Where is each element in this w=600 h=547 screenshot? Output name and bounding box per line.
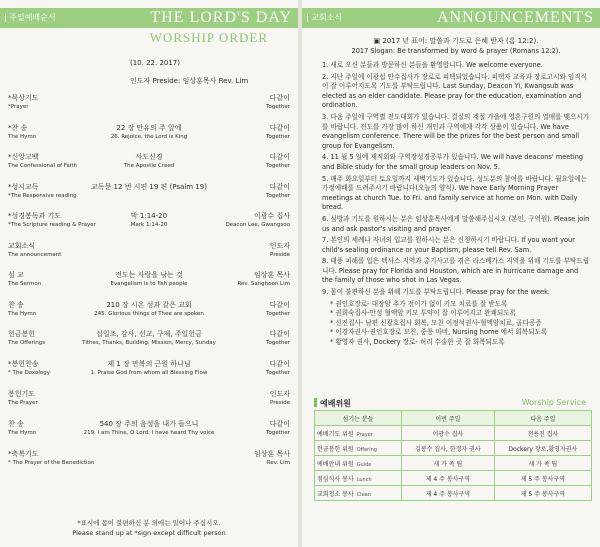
order-item-ko: *신앙고백	[8, 153, 39, 161]
table-row	[315, 441, 592, 456]
order-leader-ko: 다같이	[269, 420, 290, 428]
order-leader-ko: 다같이	[269, 330, 290, 338]
announcement-item: 6. 심방과 기도를 원하시는 분은 임상훈목사에게 말씀해주십시오 (본인, 구역원). Please join us and ask pastor's visiting and prayer.	[322, 214, 590, 233]
order-leader-en: Together	[266, 193, 290, 199]
table-row	[315, 471, 592, 486]
this-week-cell: 김봉수 집사, 한정자 권사	[402, 441, 495, 456]
order-leader-ko: 임상훈 목사	[253, 450, 290, 458]
order-leader-en: Together	[266, 134, 290, 140]
order-leader-en: Together	[266, 340, 290, 346]
order-row	[8, 450, 290, 468]
order-row	[8, 420, 290, 438]
order-row-ko	[8, 450, 290, 459]
order-item-ko: 설 교	[8, 271, 24, 279]
this-week-cell: 새 가 족 팀	[402, 456, 495, 471]
order-row-en	[8, 251, 290, 260]
order-row	[8, 124, 290, 142]
announcement-item: 5. 매주 화요일부터 토요일까지 새벽기도가 있습니다. 성도분의 참여를 바랍니다. 월요일에는 가정에배를 드려주시기 바랍니다(오늘의 양식). We have Early Morning Prayer meetings at church Tue. to Fri. and family service at home on Mon. with Daily bread.	[322, 174, 588, 212]
title-bar	[314, 398, 317, 407]
order-row-ko	[8, 242, 290, 251]
order-detail-en: Evangelism is to fish people	[110, 281, 188, 287]
table-header-cell: 이번 주일	[402, 411, 495, 426]
order-leader-en: Together	[266, 370, 290, 376]
section-tag: | 주일예배순서	[4, 13, 56, 22]
role-en: Prayer	[356, 431, 373, 438]
role-cell	[315, 471, 402, 486]
order-row	[8, 390, 290, 408]
role-ko: 예배기도 위원	[317, 430, 354, 438]
order-item-ko: *축복기도	[8, 450, 39, 458]
role-ko: 교회청소 봉사	[317, 490, 354, 498]
order-item-ko: 찬 송	[8, 301, 24, 309]
next-week-cell: 전용진 집사	[494, 426, 591, 441]
next-week-cell: Dockery 장로,황영자권사	[494, 441, 591, 456]
service-table	[314, 410, 592, 501]
role-cell	[315, 426, 402, 441]
slogan-en: 2017 Slogan: Be transformed by word & prayer (Romans 12:2).	[351, 47, 561, 55]
order-detail-en: 26. Rejoice, the Lord is King	[110, 134, 188, 140]
table-row	[315, 486, 592, 501]
order-row	[8, 330, 290, 348]
footer-note-ko: *표시에 몸이 불편하신 분 외에는 일어나 주십시오.	[77, 519, 221, 527]
service-date: (10. 22. 2017)	[130, 59, 180, 67]
order-item-ko: *봉헌찬송	[8, 360, 39, 368]
order-row-en	[8, 339, 290, 348]
order-row-en	[8, 133, 290, 142]
left-page	[0, 0, 298, 547]
table-header-row	[315, 411, 592, 426]
order-row-en	[8, 221, 290, 230]
worship-order-title: WORSHIP ORDER	[149, 30, 268, 45]
section-tag: | 교회소식	[306, 13, 343, 22]
order-leader-en: Together	[266, 163, 290, 169]
order-row	[8, 242, 290, 260]
this-week-cell: 제 4 주 봉사구역	[402, 471, 495, 486]
order-row	[8, 153, 290, 171]
order-row-ko	[8, 420, 290, 429]
order-leader-ko: 다같이	[269, 124, 290, 132]
announcement-item: 9. 몸이 불편하신 분을 위해 기도를 부탁드립니다. Please pray for the week.	[322, 288, 551, 297]
footer-note-en: Please stand up at *sign except difficult person	[72, 529, 226, 537]
table-header-cell: 다음 주일	[494, 411, 591, 426]
announcement-item: 1. 새로 오신 분들과 방문하신 분들을 환영합니다. We welcome everyone.	[322, 61, 543, 69]
order-detail-en: Tithes, Thanks, Building, Mission, Mercy, Sunday	[82, 340, 216, 346]
order-detail-ko: 교독문 12 번 시편 19 편 (Psalm 19)	[91, 183, 207, 191]
order-row-ko	[8, 212, 290, 221]
order-item-en: * The Doxology	[8, 370, 50, 376]
table-row	[315, 426, 592, 441]
order-item-en: The announcement	[8, 252, 62, 258]
service-section-title-en: Worship Service	[521, 398, 586, 407]
order-leader-en: Rev. Lim	[266, 460, 290, 466]
order-row-ko	[8, 153, 290, 162]
order-detail-en: 219. I am Thine, O Lord, I have heard Thy voice	[83, 430, 215, 436]
presider-line: 인도자 Preside: 임상훈목사 Rev. Lim	[130, 77, 249, 85]
order-detail-ko: 540 장 주의 음성을 내가 들으니	[99, 420, 199, 428]
order-item-en: *The Scripture reading & Prayer	[8, 222, 96, 228]
order-row	[8, 360, 290, 378]
order-leader-en: Together	[266, 311, 290, 317]
order-detail-ko: 22 장 만유의 주 앞에	[116, 124, 182, 132]
order-detail-ko: 막 1:14-20	[130, 212, 168, 220]
next-week-cell: 제 5 주 봉사구역	[494, 471, 591, 486]
announcement-list	[322, 61, 590, 348]
order-detail-ko: 사도신경	[135, 153, 163, 161]
order-item-ko: 찬 송	[8, 420, 24, 428]
table-row	[315, 456, 592, 471]
order-item-ko: *찬 송	[8, 124, 28, 132]
order-item-en: *The Responsive reading	[8, 193, 77, 199]
order-leader-en: Preside	[269, 252, 290, 258]
right-page	[302, 0, 600, 547]
announcement-item: 8. 태풍 피해를 입은 텍사스 지역과 총기사고를 겪은 라스베가스 지역을 위해 기도를 부탁드립니다. Please pray for Florida and Houston, which are in hurricane damage and the family of those who shot in Las Vegas.	[322, 257, 590, 285]
prayer-list-item: * 신진집사- 남편 신광호집사 회복, 모친 이정석권사-혈액암치료, 골다공증	[330, 318, 542, 327]
order-row-en	[8, 459, 290, 468]
order-item-ko: 봉헌기도	[8, 390, 36, 398]
order-leader-en: Rev. Sanghoon Lim	[237, 281, 290, 287]
order-leader-en: Together	[266, 104, 290, 110]
order-row	[8, 94, 290, 112]
slogan-ko: ▣ 2017 년 표어: 말씀과 기도로 은혜 받자 (롬 12:2).	[373, 37, 539, 45]
next-week-cell: 새 가 족 팀	[494, 456, 591, 471]
role-en: Offering	[356, 446, 377, 453]
order-detail-en: 1. Praise God from whom all Blessing Flow	[90, 370, 208, 376]
order-leader-ko: 임상훈 목사	[253, 271, 290, 279]
order-leader-ko: 인도자	[269, 242, 290, 250]
order-item-ko: *묵상기도	[8, 94, 39, 102]
order-row-en	[8, 399, 290, 408]
order-item-en: The Confessional of Faith	[8, 163, 77, 169]
order-row-ko	[8, 94, 290, 103]
order-leader-ko: 다같이	[269, 94, 290, 102]
order-row-en	[8, 103, 290, 112]
order-row-ko	[8, 330, 290, 339]
role-en: Guide	[356, 461, 372, 468]
order-detail-en: 245. Glorious things of Thee are spoken	[94, 311, 204, 317]
role-ko: 헌금봉헌 위원	[317, 445, 354, 453]
order-row	[8, 301, 290, 319]
order-leader-en: Together	[266, 430, 290, 436]
order-item-ko: *성경봉독과 기도	[8, 212, 62, 220]
order-row-en	[8, 280, 290, 289]
order-detail-ko: 210 장 시온 성과 같은 교회	[106, 301, 192, 309]
order-row-en	[8, 162, 290, 171]
order-detail-en: Mark 1:14-20	[130, 222, 168, 228]
order-item-ko: 헌금봉헌	[8, 330, 36, 338]
order-item-en: The Prayer	[8, 400, 38, 406]
banner-title: THE LORD'S DAY	[150, 9, 292, 26]
order-row-ko	[8, 390, 290, 399]
role-cell	[315, 456, 402, 471]
order-row-ko	[8, 271, 290, 280]
service-section-title	[314, 398, 351, 409]
order-item-en: The Hymn	[8, 430, 37, 436]
right-banner	[302, 8, 600, 28]
this-week-cell: 이광수 집사	[402, 426, 495, 441]
order-leader-ko: 다같이	[269, 183, 290, 191]
order-item-en: The Offerings	[8, 340, 46, 346]
order-item-en: * The Prayer of the Benediction	[8, 460, 95, 466]
order-row-ko	[8, 124, 290, 133]
prayer-list-item: * 권인호장로- 대장암 추가 전이가 없이 키모 치료를 잘 받도록	[330, 299, 508, 308]
order-leader-ko: 이광수 집사	[253, 212, 290, 220]
this-week-cell: 제 4 주 봉사구역	[402, 486, 495, 501]
role-en: Lunch	[356, 476, 372, 483]
order-row-ko	[8, 301, 290, 310]
order-leader-ko: 인도자	[269, 390, 290, 398]
table-header-cell: 섬기는 분들	[315, 411, 402, 426]
prayer-list-item: * 황영자 권사, Dockery 장로- 허리 수술한 곳 잘 회복되도록	[330, 338, 505, 347]
service-title-text: 예배위원	[320, 399, 351, 408]
announcement-item: 7. 본인의 세례나 자녀의 입교를 원하시는 분은 신청하시기 바랍니다. If you want your child's sealing ordinance or your Baptism, please tell Rev. Sam.	[322, 236, 575, 254]
role-cell	[315, 441, 402, 456]
order-detail-en: The Apostle Creed	[123, 163, 175, 169]
role-cell	[315, 486, 402, 501]
order-leader-en: Preside	[269, 400, 290, 406]
order-detail-ko: 전도는 사랑을 낚는 것	[115, 271, 183, 279]
order-detail-ko: 십일조, 감사, 선교, 구제, 주일헌금	[96, 330, 202, 338]
order-row-ko	[8, 183, 290, 192]
order-leader-en: Deacon Lee, Gwangsoo	[225, 222, 290, 228]
role-ko: 점심식사 봉사	[317, 475, 354, 483]
announcement-item: 2. 지난 주일에 이광섭 안수집사가 장로로 피택되었습니다. 피택자 교육과 장로고시와 임직식이 잘 이루어지도록 기도를 부탁드립니다. Last Sunday, Deacon Yi, Kwangsub was elected as an elder candidate. Please pray for the education, examination and ordination.	[322, 72, 588, 110]
order-row-en	[8, 310, 290, 319]
banner-title: ANNOUNCEMENTS	[437, 9, 594, 26]
prayer-list-item: * 이경자권사-권인호장로 모친, 중풍 마비, Nursing home 에서 회복되도록	[330, 328, 548, 337]
order-leader-ko: 다같이	[269, 153, 290, 161]
next-week-cell: 제 5 주 봉사구역	[494, 486, 591, 501]
order-row-en	[8, 369, 290, 378]
prayer-list-item: * 권희숙집사-만성 혈액암 키모 투약이 잘 이루어지고 완쾌되도록	[330, 309, 516, 318]
order-item-en: The Hymn	[8, 311, 37, 317]
order-row-en	[8, 429, 290, 438]
order-row	[8, 271, 290, 289]
order-item-en: The Hymn	[8, 134, 37, 140]
announcement-item: 4. 11 월 5 일에 재직회와 구역장성경공부가 있습니다. We will have deacons' meeting and Bible study for the small group leaders on Nov. 5.	[322, 153, 584, 171]
order-leader-ko: 다같이	[269, 301, 290, 309]
order-row	[8, 183, 290, 201]
order-item-en: The Sermon	[8, 281, 42, 287]
announcement-item: 3. 다음 주일에 구역별 전도대회가 있습니다. 결실의 계절 가을에 영혼구원의 열매를 맺으시기를 바랍니다. 전도를 가장 많이 하신 개인과 구역에게 각각 상품이 있습니다. We have evangelism conference. There will be the prizes for the best person and small group for Evangelism.	[322, 112, 590, 150]
order-row-ko	[8, 360, 290, 369]
left-banner	[0, 8, 298, 28]
role-en: Clean	[356, 491, 371, 498]
order-leader-ko: 다같이	[269, 360, 290, 368]
order-row-en	[8, 192, 290, 201]
role-ko: 예배안내 위원	[317, 460, 354, 468]
order-row	[8, 212, 290, 230]
order-item-ko: *성시교독	[8, 183, 39, 191]
order-detail-ko: 제 1 장 만복의 근원 하나님	[107, 360, 191, 368]
order-item-en: *Prayer	[8, 104, 29, 110]
order-item-ko: 교회소식	[8, 242, 36, 250]
